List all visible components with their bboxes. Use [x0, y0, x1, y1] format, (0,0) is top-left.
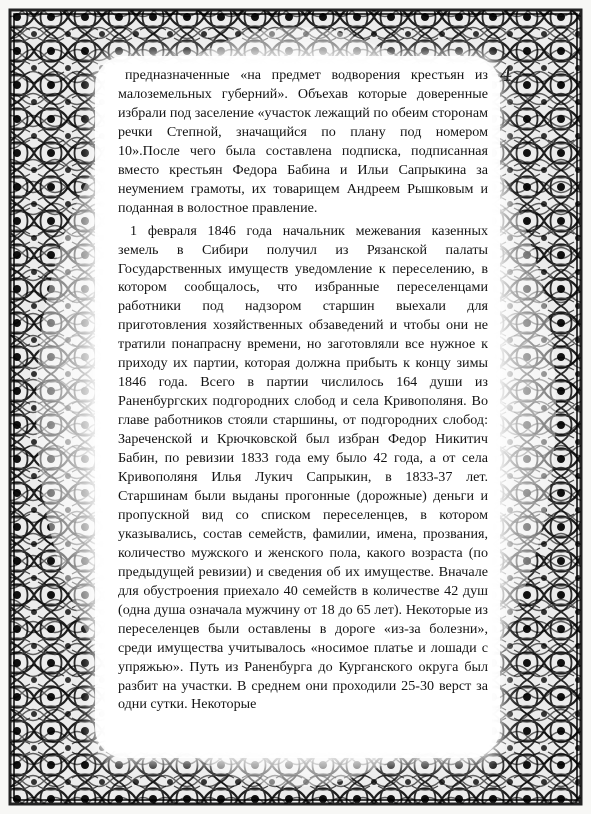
paragraph-1: предназначенные «на предмет водворения крестьян из малоземельных губерний». Объехав которые доверенные избрали под заселение «участок лежащий по обеим сторонам речки Степной, значащийся по плану под номером 10».После чего была составлена подписка, подписанная вместо крестьян Федора Бабина и Ильи Сапрыкина за неумением грамоты, их товарищем Андреем Рышковым и поданная в волостное правление.: [118, 67, 488, 216]
page-number: 4: [499, 61, 514, 87]
document-body: [118, 66, 488, 714]
paragraph-2: 1 февраля 1846 года начальник межевания казенных земель в Сибири получил из Рязанской палаты Государственных имуществ уведомление к переселению, в котором сообщалось, что избранные переселенцами работники под надзором старшин выехали для приготовления хозяйственных обзаведений и чтобы они не тратили понапрасну времени, но заготовляли все нужное к приходу их партии, которая должна прибыть к концу зимы 1846 года. Всего в партии числилось 164 души из Раненбургских подгородних слобод и села Кривополяня. Во главе работников стояли старшины, от подгородних слобод: Зареченской и Крючковской был избран Федор Никитич Бабин, по ревизии 1833 года ему было 42 года, а от села Кривополяня Илья Лукич Сапрыкин, в 1833-37 лет. Старшинам были выданы прогонные (дорожные) деньги и пропускной вид со списком переселенцев, в котором указывались, состав семейств, фамилии, имена, прозвания, количество мужского и женского пола, какого возраста (по предыдущей ревизии) и сведения об их имуществе. Вначале для обустроения приехало 40 семейств в количестве 42 душ (одна душа означала мужчину от 18 до 65 лет). Некоторые из переселенцев были оставлены в дороге «из-за болезни», среди имущества учитывалось «носимое платье и лошади с упряжью». Путь из Раненбурга до Курганского округа был разбит на участки. В среднем они проходили 25-30 верст за одни сутки. Некоторые: [118, 222, 488, 713]
